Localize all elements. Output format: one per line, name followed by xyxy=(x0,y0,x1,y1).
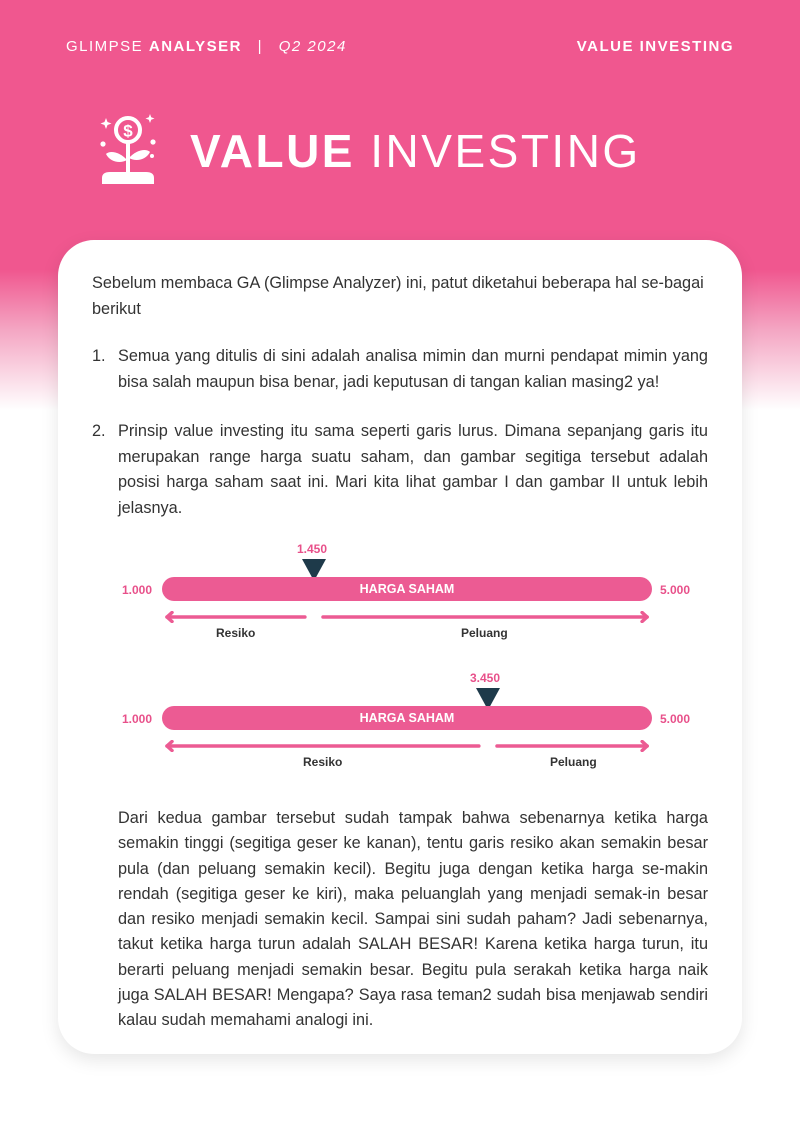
list-text: Semua yang ditulis di sini adalah analisa mimin dan murni pendapat mimin yang bisa salah maupun bisa benar, jadi keputusan di tangan kalian masing2 ya! xyxy=(118,347,708,391)
opportunity-label: Peluang xyxy=(461,626,508,640)
title-bold: VALUE xyxy=(190,125,355,177)
bar-label: HARGA SAHAM xyxy=(359,711,455,725)
risk-arrow xyxy=(164,740,481,752)
money-plant-icon xyxy=(98,112,158,186)
price-range-diagram-2 xyxy=(0,667,800,787)
header-separator: | xyxy=(257,38,264,55)
range-max-label: 5.000 xyxy=(660,712,691,726)
title-light: INVESTING xyxy=(370,125,641,177)
list-text: Prinsip value investing itu sama seperti garis lurus. Dimana sepanjang garis itu merupakan range harga suatu saham, dan gambar segitiga tersebut adalah posisi harga saham saat ini. Mari kita lihat gambar I dan gambar II untuk lebih jelasnya. xyxy=(118,422,708,517)
report-period: Q2 2024 xyxy=(278,38,347,55)
range-max-label: 5.000 xyxy=(660,583,691,597)
opportunity-arrow xyxy=(495,740,650,752)
price-range-diagram-1 xyxy=(0,538,800,658)
brand-bold: ANALYSER xyxy=(148,38,242,55)
price-marker-label: 1.450 xyxy=(297,542,328,556)
price-marker-label: 3.450 xyxy=(470,671,501,685)
list-number: 2. xyxy=(92,422,106,440)
page-title xyxy=(190,124,641,178)
risk-label: Resiko xyxy=(303,755,343,769)
range-min-label: 1.000 xyxy=(122,583,153,597)
range-min-label: 1.000 xyxy=(122,712,153,726)
opportunity-label: Peluang xyxy=(550,755,597,769)
section-label: VALUE INVESTING xyxy=(576,38,734,55)
bar-label: HARGA SAHAM xyxy=(359,582,455,596)
brand-header xyxy=(66,38,347,55)
brand-light: GLIMPSE xyxy=(66,38,144,55)
list-number: 1. xyxy=(92,347,106,365)
risk-arrow xyxy=(164,611,307,623)
intro-paragraph: Sebelum membaca GA (Glimpse Analyzer) ini, patut diketahui beberapa hal se-bagai berikut xyxy=(92,274,704,318)
risk-label: Resiko xyxy=(216,626,256,640)
opportunity-arrow xyxy=(321,611,650,623)
svg-text:$: $ xyxy=(123,121,133,141)
conclusion-paragraph: Dari kedua gambar tersebut sudah tampak bahwa sebenarnya ketika harga semakin tinggi (segitiga geser ke kanan), tentu garis resiko akan semakin besar pula (dan peluang semakin kecil). Begitu juga dengan ketika harga se-makin rendah (segitiga geser ke kiri), maka peluanglah yang menjadi semak-in besar dan resiko menjadi semakin kecil. Sampai sini sudah paham? Jadi sebenarnya, takut ketika harga turun adalah SALAH BESAR! Karena ketika harga turun, itu berarti peluang menjadi semakin besar. Begitu pula serakah ketika harga naik juga SALAH BESAR! Mengapa? Saya rasa teman2 sudah bisa menjawab sendiri kalau sudah memahami analogi ini. xyxy=(118,809,708,1030)
